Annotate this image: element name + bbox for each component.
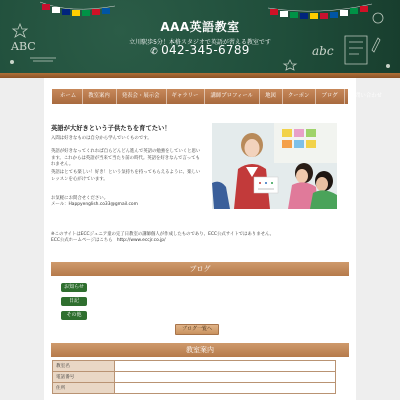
address-value <box>115 383 336 394</box>
site-header <box>0 0 400 77</box>
nav-item-blog[interactable]: ブログ <box>316 89 344 104</box>
eccjr-link[interactable]: ECC公式ホームページはこちら http://www.eccjr.co.jp/ <box>51 238 166 243</box>
blog-section-title: ブログ <box>51 262 349 276</box>
classroom-photo <box>212 123 337 209</box>
nav-item-map[interactable]: 地図 <box>260 89 283 104</box>
nav-item-teacher-profile[interactable]: 講師プロフィール <box>205 89 260 104</box>
school-name-label: 教室名 <box>53 361 115 372</box>
school-info-table <box>52 360 336 394</box>
chalk-abc-right: abc <box>312 44 334 58</box>
table-row <box>53 383 336 394</box>
chalk-abc-left: ABC <box>11 40 36 53</box>
contact-email[interactable]: メール：Happyenglish.co33@gmail.com <box>51 202 138 207</box>
nav-item-gallery[interactable]: ギャラリー <box>167 89 206 104</box>
address-label: 住所 <box>53 383 115 394</box>
blog-list-button[interactable]: ブログ一覧へ <box>175 324 219 335</box>
eccjr-notice: ※このサイトはECCジュニア童の完了日教室の講師個人が作成したものであり、ECC公式サイトではありません。 <box>51 232 275 237</box>
table-row <box>53 361 336 372</box>
main-nav <box>52 89 382 104</box>
intro-paragraph: 入間は好きなものは自分から学んでいくものです。 <box>51 136 152 141</box>
site-title[interactable]: AAA英語教室 <box>160 20 240 34</box>
intro-paragraph: 英語はとても楽しい！好き！という気持ちを持ってもらえるように、楽しいレッスンを心がけています。 <box>51 170 201 182</box>
nav-item-recital[interactable]: 発表会・展示会 <box>117 89 167 104</box>
blog-category-news[interactable]: お知らせ <box>61 283 87 292</box>
blog-category-other[interactable]: その他 <box>61 311 87 320</box>
nav-item-home[interactable]: ホーム <box>55 89 83 104</box>
phone-value <box>115 372 336 383</box>
site-tagline: 立川駅歩5分！本格スタジオで英語が習える教室です <box>129 39 271 46</box>
phone-number: 042-345-6789 <box>161 43 250 57</box>
phone-icon: ✆ <box>150 47 159 57</box>
contact-text: お気軽にお問合せください。 <box>51 196 109 201</box>
nav-item-coupon[interactable]: クーポン <box>283 89 317 104</box>
school-name-value <box>115 361 336 372</box>
nav-item-contact[interactable]: お問い合わせ <box>349 93 382 99</box>
phone-label: 電話番号 <box>53 372 115 383</box>
table-row <box>53 372 336 383</box>
nav-item-school-info[interactable]: 教室案内 <box>83 89 117 104</box>
intro-heading: 英語が大好きという子供たちを育てたい！ <box>51 125 171 132</box>
intro-paragraph: 英語が好きなってくれれば自らどんどん進んで英語の勉強をしていくと思います。これからは英語が当来て当たり前の時代。英語を好きなんで言ってもれません。 <box>51 149 201 168</box>
site-phone <box>0 43 400 57</box>
blog-category-diary[interactable]: 日記 <box>61 297 87 306</box>
classroom-photo-illustration <box>212 123 337 209</box>
school-info-section-title: 教室案内 <box>51 343 349 357</box>
